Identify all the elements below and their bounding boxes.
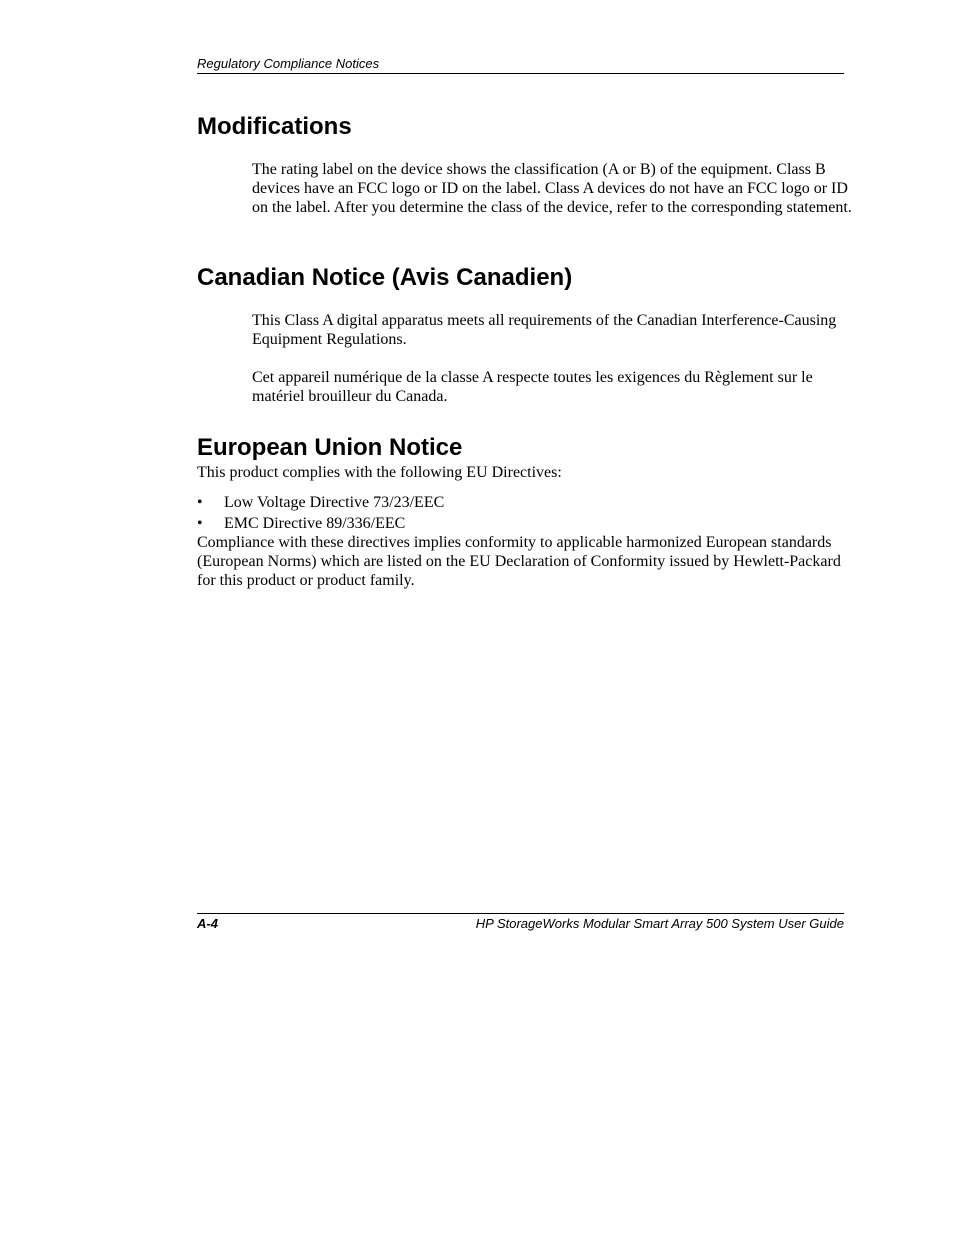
running-footer xyxy=(197,913,844,932)
page-number: A-4 xyxy=(197,916,218,931)
eu-directives-list xyxy=(197,492,444,534)
eu-notice-closing: Compliance with these directives implies conformity to applicable harmonized European standards (European Norms) which are listed on the EU Declaration of Conformity issued by Hewlett-Packard for this product or product family. xyxy=(197,534,841,589)
eu-notice-intro: This product complies with the following EU Directives: xyxy=(197,464,562,481)
canadian-notice-french: Cet appareil numérique de la classe A respecte toutes les exigences du Règlement sur le matériel brouilleur du Canada. xyxy=(252,369,813,405)
directive-label: Low Voltage Directive 73/23/EEC xyxy=(224,494,445,511)
document-title: HP StorageWorks Modular Smart Array 500 System User Guide xyxy=(475,916,844,931)
canadian-notice-english: This Class A digital apparatus meets all requirements of the Canadian Interference-Causing Equipment Regulations. xyxy=(252,312,837,348)
list-item xyxy=(197,492,444,513)
bullet-icon: • xyxy=(197,515,203,532)
bullet-icon: • xyxy=(197,494,203,511)
modifications-paragraph: The rating label on the device shows the classification (A or B) of the equipment. Class B devices have an FCC logo or ID on the label. Class A devices do not have an FCC logo or ID on the label. After you determine the class of the device, refer to the corresponding statement. xyxy=(252,161,852,216)
running-header-title: Regulatory Compliance Notices xyxy=(197,56,380,71)
heading-canadian-notice: Canadian Notice (Avis Canadien) xyxy=(197,264,573,291)
directive-label: EMC Directive 89/336/EEC xyxy=(224,515,406,532)
heading-modifications: Modifications xyxy=(197,113,352,140)
running-header xyxy=(197,56,844,74)
list-item xyxy=(197,513,444,534)
heading-eu-notice: European Union Notice xyxy=(197,434,463,461)
